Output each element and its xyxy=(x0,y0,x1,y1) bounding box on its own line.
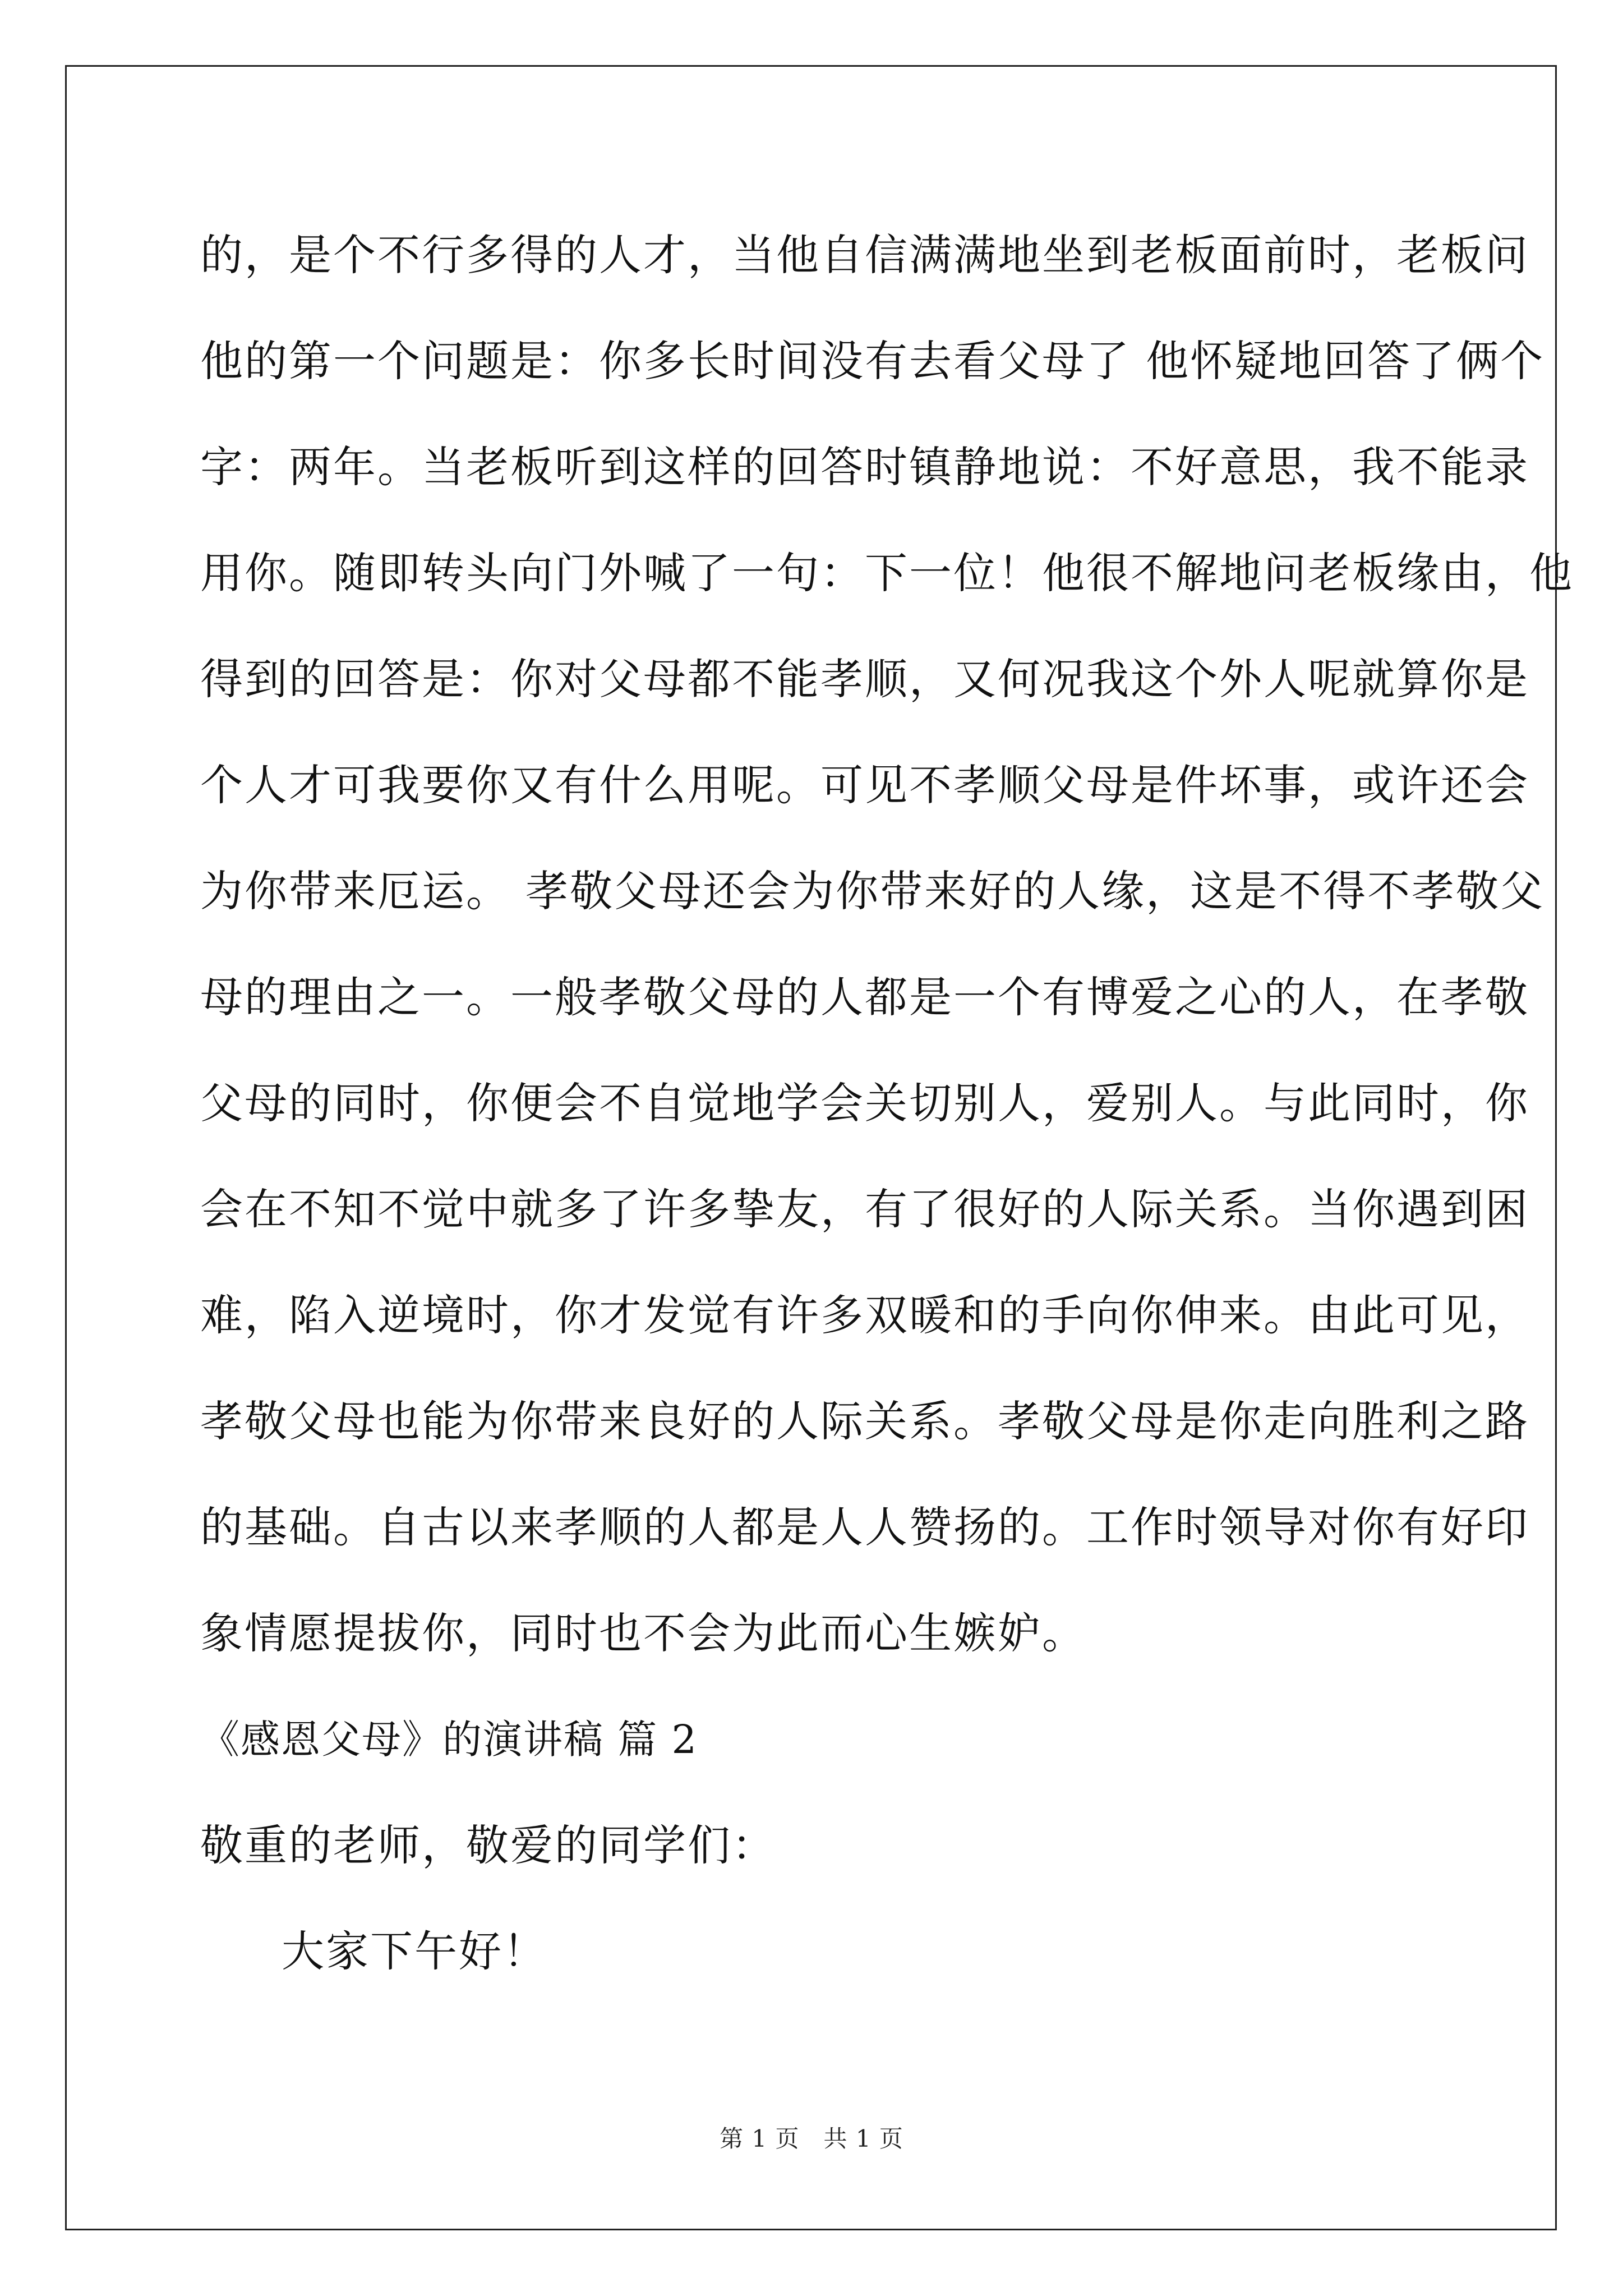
salutation: 敬重的老师，敬爱的同学们： xyxy=(200,1820,776,1870)
paragraph-line: 的基础。自古以来孝顺的人都是人人赞扬的。工作时领导对你有好印 xyxy=(200,1502,1529,1552)
section-heading: 《感恩父母》的演讲稿 篇 2 xyxy=(200,1717,698,1763)
paragraph-line: 孝敬父母也能为你带来良好的人际关系。孝敬父母是你走向胜利之路 xyxy=(200,1396,1529,1446)
paragraph-line: 难，陷入逆境时，你才发觉有许多双暖和的手向你伸来。由此可见， xyxy=(200,1290,1529,1340)
paragraph-line: 为你带来厄运。 孝敬父母还会为你带来好的人缘，这是不得不孝敬父 xyxy=(200,866,1545,916)
paragraph-line: 的，是个不行多得的人才，当他自信满满地坐到老板面前时，老板问 xyxy=(200,230,1529,280)
paragraph-line: 母的理由之一。一般孝敬父母的人都是一个有博爱之心的人，在孝敬 xyxy=(200,972,1529,1022)
paragraph-line: 用你。随即转头向门外喊了一句：下一位！他很不解地问老板缘由，他 xyxy=(200,548,1574,598)
paragraph-line: 象情愿提拔你，同时也不会为此而心生嫉妒。 xyxy=(200,1608,1086,1658)
paragraph-line: 他的第一个问题是：你多长时间没有去看父母了 他怀疑地回答了俩个 xyxy=(200,336,1545,386)
paragraph-line: 个人才可我要你又有什么用呢。可见不孝顺父母是件坏事，或许还会 xyxy=(200,760,1529,810)
page-number: 第 1 页 共 1 页 xyxy=(720,2125,903,2152)
greeting: 大家下午好！ xyxy=(282,1926,547,1976)
paragraph-line: 字：两年。当老板听到这样的回答时镇静地说：不好意思，我不能录 xyxy=(200,442,1529,492)
document-body xyxy=(200,222,1574,2024)
paragraph-line: 得到的回答是：你对父母都不能孝顺，又何况我这个外人呢就算你是 xyxy=(200,654,1529,704)
paragraph-line: 会在不知不觉中就多了许多挚友，有了很好的人际关系。当你遇到困 xyxy=(200,1184,1529,1234)
paragraph-line: 父母的同时，你便会不自觉地学会关切别人，爱别人。与此同时，你 xyxy=(200,1078,1529,1128)
